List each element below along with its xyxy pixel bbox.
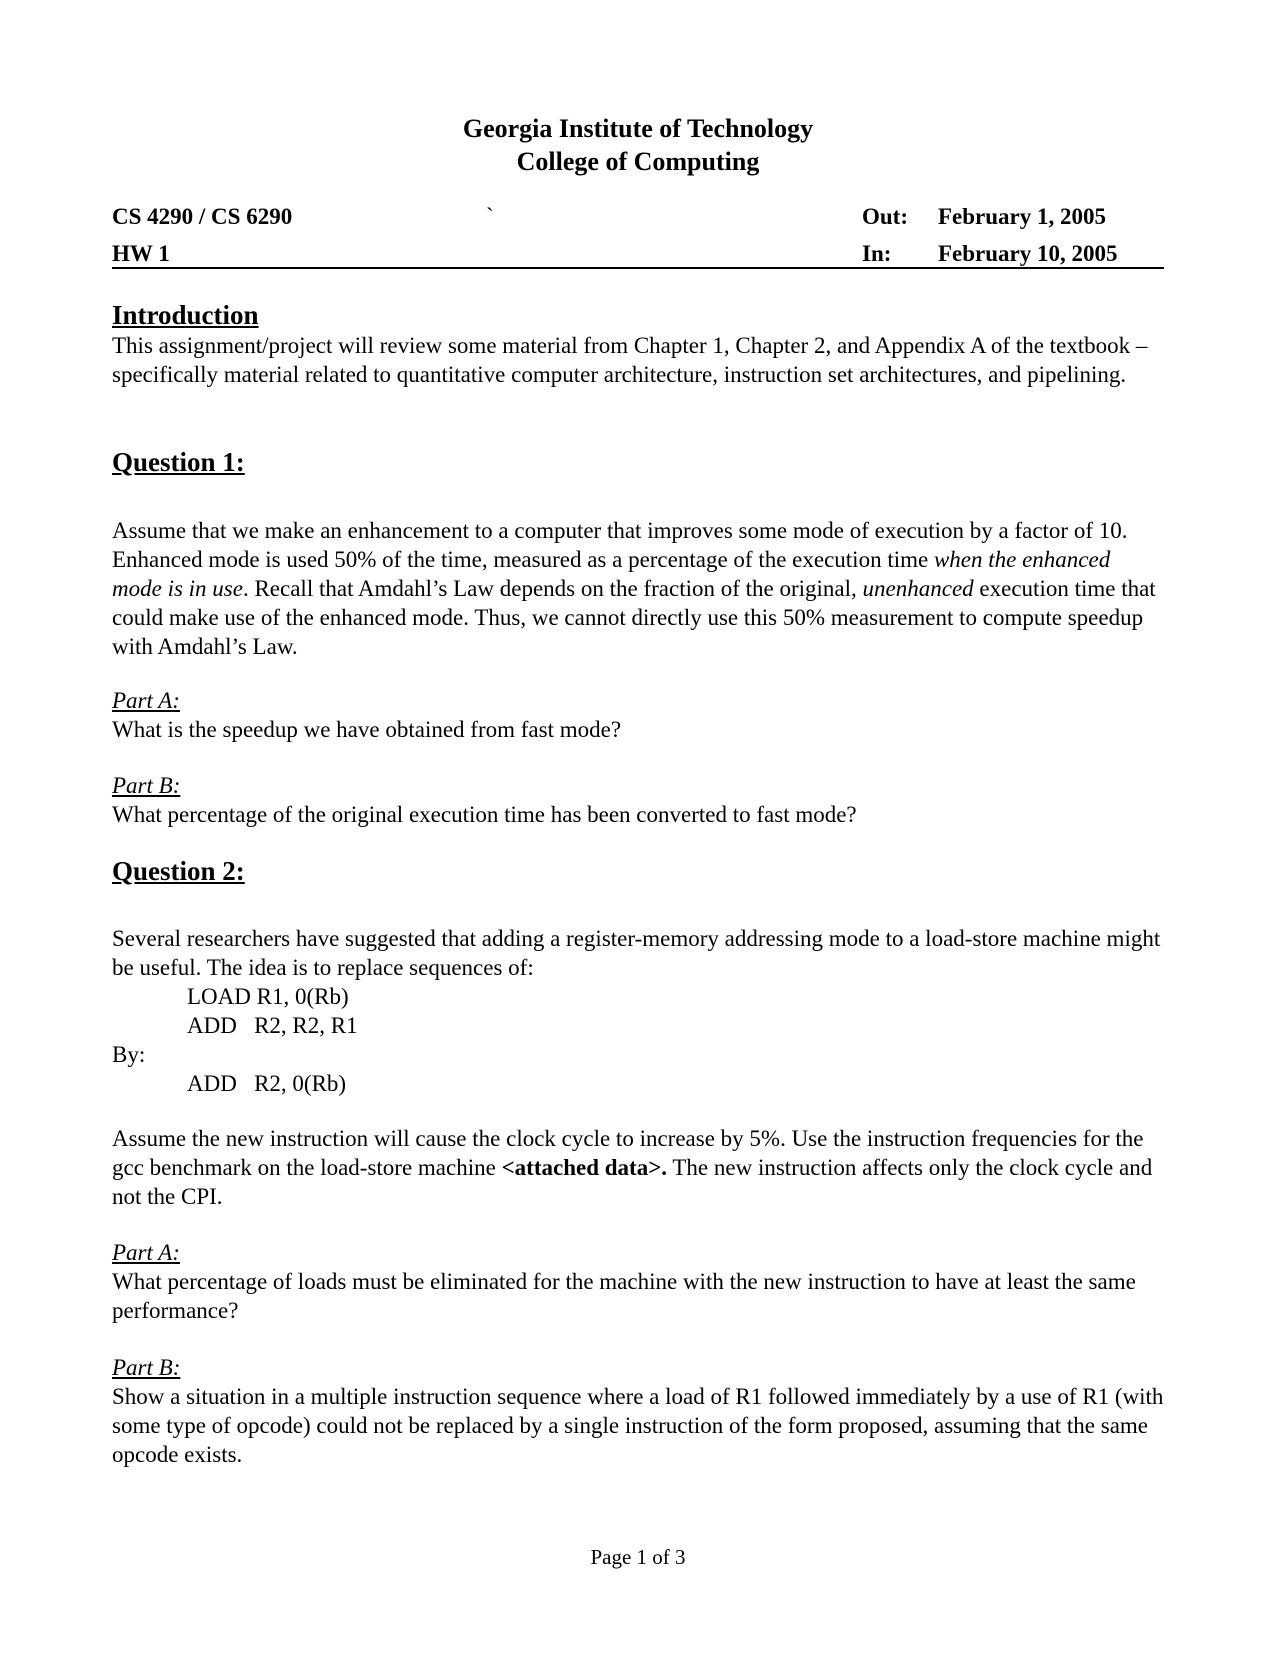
code-line-3: ADD R2, 0(Rb)	[187, 1071, 347, 1096]
q1-partA-text: What is the speedup we have obtained from fast mode?	[112, 717, 622, 742]
q2-text-2: Assume the new instruction will cause the clock cycle to increase by 5%. Use the instruction frequencies for the gcc benchmark on the load-store machine <attached data>. The new instruction affects only the clock cycle and not the CPI.	[112, 1126, 1153, 1209]
in-date: February 10, 2005	[938, 241, 1118, 266]
college-title: College of Computing	[516, 147, 760, 176]
q1-text: Assume that we make an enhancement to a computer that improves some mode of execution by a factor of 10. Enhanced mode is used 50% of the time, measured as a percentage of the execution time when the enhanced mode is in use. Recall that Amdahl’s Law depends on the fraction of the original, unenhanced execution time that could make use of the enhanced mode. Thus, we cannot directly use this 50% measurement to compute speedup with Amdahl’s Law.	[112, 518, 1156, 659]
institution-title: Georgia Institute of Technology	[462, 114, 814, 143]
q2-partB-label: Part B:	[112, 1355, 181, 1380]
intro-text: This assignment/project will review some material from Chapter 1, Chapter 2, and Appendix A of the textbook – specifically material related to quantitative computer architecture, instruction set architectures, and pipelining.	[112, 333, 1148, 387]
q1-partB-text: What percentage of the original execution time has been converted to fast mode?	[112, 802, 857, 827]
stray-tick: `	[486, 204, 494, 229]
q1-heading: Question 1:	[112, 447, 245, 477]
in-label: In:	[862, 241, 892, 266]
header-underline	[112, 267, 1164, 269]
q2-text: Several researchers have suggested that adding a register-memory addressing mode to a load-store machine might be useful. The idea is to replace sequences of:	[112, 926, 1161, 980]
course-code: CS 4290 / CS 6290	[112, 204, 293, 229]
q2-partA-text: What percentage of loads must be eliminated for the machine with the new instruction to have at least the same performance?	[112, 1269, 1136, 1323]
q1-partB-label: Part B:	[112, 773, 181, 798]
hw-label: HW 1	[112, 241, 170, 266]
intro-heading: Introduction	[112, 300, 259, 330]
q2-partB-text: Show a situation in a multiple instruction sequence where a load of R1 followed immediately by a use of R1 (with some type of opcode) could not be replaced by a single instruction of the form proposed, assuming that the same opcode exists.	[112, 1384, 1164, 1467]
q2-heading: Question 2:	[112, 856, 245, 886]
by-label: By:	[112, 1042, 146, 1067]
q2-partA-label: Part A:	[112, 1240, 180, 1265]
code-line-1: LOAD R1, 0(Rb)	[187, 984, 349, 1009]
out-label: Out:	[862, 204, 908, 229]
out-date: February 1, 2005	[938, 204, 1107, 229]
code-line-2: ADD R2, R2, R1	[187, 1013, 358, 1038]
q1-partA-label: Part A:	[112, 688, 180, 713]
page-number: Page 1 of 3	[590, 1545, 686, 1569]
